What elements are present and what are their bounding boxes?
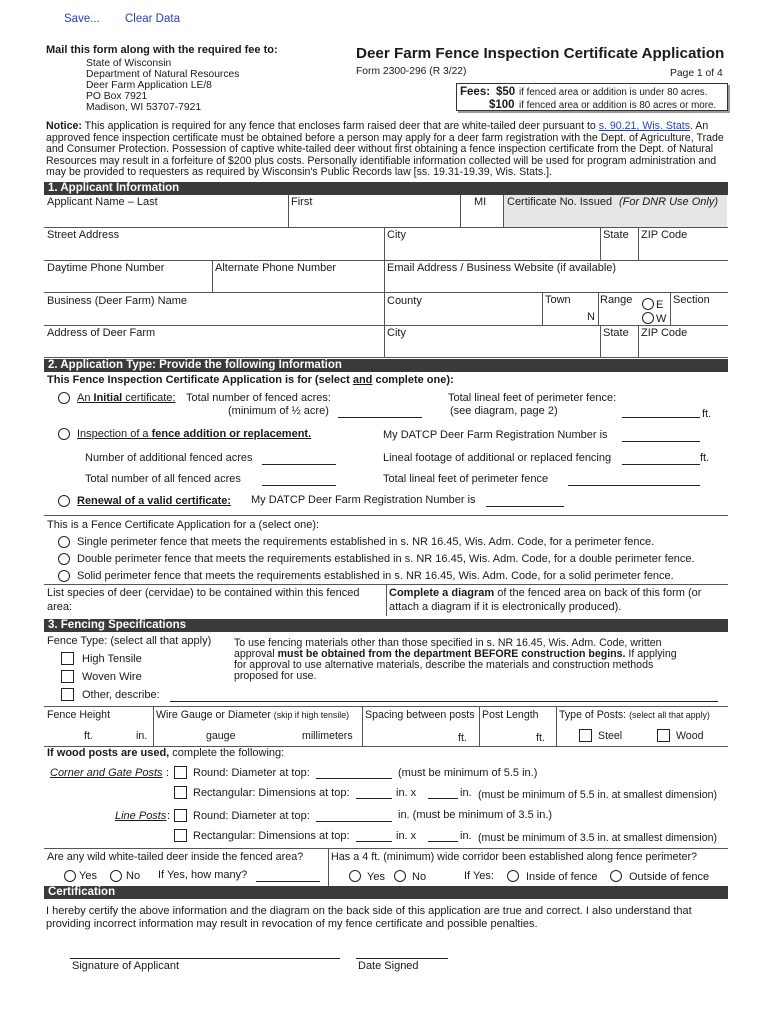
num-additional-acres-input[interactable] <box>262 464 336 465</box>
address-line: Deer Farm Application LE/8 <box>86 80 212 91</box>
how-many-label: If Yes, how many? <box>158 869 248 881</box>
fee-100: $100 <box>489 99 515 111</box>
signature-input[interactable] <box>70 958 340 959</box>
woven-wire-checkbox[interactable] <box>61 670 74 683</box>
single-fence-radio[interactable] <box>58 536 70 548</box>
mi-input[interactable] <box>461 208 502 226</box>
single-fence-label: Single perimeter fence that meets the requirements established in s. NR 16.45, Wis. Adm. Code, for a perimeter fence. <box>77 536 655 548</box>
fence-height-label: Fence Height <box>47 709 111 721</box>
email-input[interactable] <box>385 275 727 291</box>
corridor-no-radio[interactable] <box>394 870 406 882</box>
notice-text-2: . An approved fence inspection certificate must be obtained before a person may apply for a deer farm registration with the Dept. of Agriculture, Trade and Consumer Protection. Possession of captive white-tailed deer without first obtaining a fence inspection certificate from the Dept. of Natural Resources may result in a forfeiture of $200 plus costs. Personally identifiable information collected will be used for program administration and may be provided to requesters as required by Wisconsin's Public Records law [ss. 19.31-19.39, Wis. Stats.]. <box>46 120 724 178</box>
diagram-instruction-2: attach a diagram if it is electronically produced). <box>389 601 622 613</box>
form-title: Deer Farm Fence Inspection Certificate Application <box>356 45 725 62</box>
total-lineal-2-input[interactable] <box>568 485 700 486</box>
total-acres-label: Total number of fenced acres: <box>186 392 331 404</box>
section-1-header: 1. Applicant Information <box>44 182 728 195</box>
ft-unit: ft. <box>536 732 545 744</box>
all-acres-input[interactable] <box>262 485 336 486</box>
line-rect-input-1[interactable] <box>356 841 392 842</box>
line-round-checkbox[interactable] <box>174 809 187 822</box>
day-phone-label: Daytime Phone Number <box>47 262 165 274</box>
high-tensile-checkbox[interactable] <box>61 652 74 665</box>
solid-fence-label: Solid perimeter fence that meets the requirements established in s. NR 16.45, Wis. Adm. Code, for a solid perimeter fence. <box>77 570 674 582</box>
farm-zip-label: ZIP Code <box>641 327 688 339</box>
post-type-label: Type of Posts: (select all that apply) <box>559 709 710 721</box>
datcp-number-input[interactable] <box>622 441 700 442</box>
fence-type-intro: This is a Fence Certificate Application for a (select one): <box>47 519 320 531</box>
address-line: PO Box 7921 <box>86 91 148 102</box>
wire-gauge-label: Wire Gauge or Diameter (skip if high tensile) <box>156 709 350 721</box>
inside-fence-radio[interactable] <box>507 870 519 882</box>
alt-phone-input[interactable] <box>213 275 383 291</box>
notice-text-1: This application is required for any fence that encloses farm raised deer that are white-tailed deer pursuant to <box>81 120 599 132</box>
double-fence-radio[interactable] <box>58 553 70 565</box>
farm-state-label: State <box>603 327 629 339</box>
gauge-unit: gauge <box>206 730 236 742</box>
wood-posts-intro: If wood posts are used, complete the following: <box>47 747 285 759</box>
address-line: Department of Natural Resources <box>86 69 240 80</box>
range-east-radio[interactable] <box>642 298 654 310</box>
min-5-5-smallest-note: (must be minimum of 5.5 in. at smallest dimension) <box>478 789 718 801</box>
line-rect-checkbox[interactable] <box>174 829 187 842</box>
initial-cert-radio[interactable] <box>58 392 70 404</box>
initial-cert-label: An Initial certificate: <box>77 392 176 404</box>
section-label: Section <box>673 294 710 306</box>
mail-title: Mail this form along with the required fee to: <box>46 44 278 56</box>
last-name-input[interactable] <box>45 208 287 226</box>
steel-label: Steel <box>598 730 623 742</box>
corner-rect-input-2[interactable] <box>428 798 458 799</box>
range-west-radio[interactable] <box>642 312 654 324</box>
ft-unit: ft. <box>702 408 712 420</box>
certification-header: Certification <box>44 886 728 899</box>
min-3-5-smallest-note: (must be minimum of 3.5 in. at smallest dimension) <box>478 832 718 844</box>
line-posts-label: Line Posts <box>115 810 167 822</box>
city-label: City <box>387 229 406 241</box>
town-label: Town <box>545 294 571 306</box>
fees-label: Fees: <box>460 86 491 98</box>
east-label: E <box>656 299 664 311</box>
last-name-label: Applicant Name – Last <box>47 196 158 208</box>
line-round-label: Round: Diameter at top: <box>193 810 310 822</box>
ft-unit: ft. <box>84 730 93 742</box>
save-button[interactable]: Save... <box>64 13 100 25</box>
datcp-number-2-label: My DATCP Deer Farm Registration Number is <box>251 494 476 506</box>
spacing-label: Spacing between posts <box>365 709 475 721</box>
address-line: State of Wisconsin <box>86 58 172 69</box>
corner-round-checkbox[interactable] <box>174 766 187 779</box>
in-x-unit: in. x <box>396 787 417 799</box>
city-input[interactable] <box>385 242 599 259</box>
fee-100-text: if fenced area or addition is 80 acres or more. <box>519 100 717 111</box>
diagram-instruction: Complete a diagram of the fenced area on back of this form (or <box>389 587 702 599</box>
solid-fence-radio[interactable] <box>58 570 70 582</box>
no-label: No <box>412 871 427 883</box>
state-label: State <box>603 229 629 241</box>
notice-label: Notice: <box>46 120 82 132</box>
date-signed-input[interactable] <box>356 958 448 959</box>
dnr-use-only: (For DNR Use Only) <box>619 196 719 208</box>
total-lineal-label: Total lineal feet of perimeter fence: <box>448 392 617 404</box>
corner-rect-checkbox[interactable] <box>174 786 187 799</box>
all-acres-label: Total number of all fenced acres <box>85 473 241 485</box>
cert-no-label: Certificate No. Issued <box>507 196 613 208</box>
line-rect-input-2[interactable] <box>428 841 458 842</box>
fee-50: $50 <box>496 86 516 98</box>
addition-radio[interactable] <box>58 428 70 440</box>
zip-label: ZIP Code <box>641 229 688 241</box>
materials-note: To use fencing materials other than those specified in s. NR 16.45, Wis. Adm. Code, written <box>234 637 662 649</box>
fees-box <box>456 83 728 111</box>
num-additional-acres-label: Number of additional fenced acres <box>85 452 253 464</box>
form-number: Form 2300-296 (R 3/22) <box>356 66 467 77</box>
line-round-input[interactable] <box>316 821 392 822</box>
materials-note: approval must be obtained from the department BEFORE construction begins. If applying <box>234 648 677 660</box>
post-length-label: Post Length <box>482 709 539 721</box>
species-label-2: area: <box>47 601 73 613</box>
day-phone-input[interactable] <box>45 275 211 291</box>
other-label: Other, describe: <box>82 689 160 701</box>
min-5-5-note: (must be minimum of 5.5 in.) <box>398 767 538 779</box>
mm-unit: millimeters <box>302 730 353 742</box>
see-diagram-label: (see diagram, page 2) <box>450 405 558 417</box>
ft-unit: ft. <box>700 452 710 464</box>
farm-city-label: City <box>387 327 406 339</box>
corner-round-label: Round: Diameter at top: <box>193 767 310 779</box>
corner-posts-label: Corner and Gate Posts <box>50 767 163 779</box>
double-fence-label: Double perimeter fence that meets the requirements established in s. NR 16.45, Wis. Adm. Code, for a double perimeter fence. <box>77 553 695 565</box>
outside-fence-label: Outside of fence <box>629 871 710 883</box>
inside-fence-label: Inside of fence <box>526 871 598 883</box>
in-unit: in. <box>136 730 148 742</box>
corridor-question: Has a 4 ft. (minimum) wide corridor been established along fence perimeter? <box>331 851 698 863</box>
yes-label: Yes <box>367 871 385 883</box>
clear-data-button[interactable]: Clear Data <box>125 13 180 25</box>
notice-paragraph <box>46 121 730 179</box>
corridor-yes-radio[interactable] <box>349 870 361 882</box>
street-label: Street Address <box>47 229 120 241</box>
other-describe-input[interactable] <box>170 701 718 702</box>
wood-label: Wood <box>676 730 704 742</box>
no-label: No <box>126 870 141 882</box>
if-yes-label: If Yes: <box>464 870 494 882</box>
first-name-input[interactable] <box>289 208 459 226</box>
species-label: List species of deer (cervidae) to be contained within this fenced <box>47 587 360 599</box>
min-half-acre-label: (minimum of ½ acre) <box>228 405 329 417</box>
page-number: Page 1 of 4 <box>670 68 723 79</box>
certification-text: I hereby certify the above information and the diagram on the back side of this application are true and correct. I also understand that providing incorrect information may result in revocation of my fence certificate and possible penalties. <box>46 905 692 930</box>
total-lineal-input[interactable] <box>622 417 700 418</box>
alt-phone-label: Alternate Phone Number <box>215 262 337 274</box>
range-label: Range <box>600 294 633 306</box>
first-name-label: First <box>291 196 313 208</box>
ft-unit: ft. <box>458 732 467 744</box>
other-checkbox[interactable] <box>61 688 74 701</box>
addition-label: Inspection of a fence addition or replacement. <box>77 428 312 440</box>
outside-fence-radio[interactable] <box>610 870 622 882</box>
address-line: Madison, WI 53707-7921 <box>86 102 202 113</box>
lineal-additional-label: Lineal footage of additional or replaced fencing <box>383 452 612 464</box>
lineal-additional-input[interactable] <box>622 464 700 465</box>
in-unit: in. <box>460 787 472 799</box>
renewal-label: Renewal of a valid certificate: <box>77 495 232 507</box>
section-3-header: 3. Fencing Specifications <box>44 619 728 632</box>
wild-deer-no-radio[interactable] <box>110 870 122 882</box>
renewal-radio[interactable] <box>58 495 70 507</box>
fee-50-text: if fenced area or addition is under 80 acres. <box>519 87 708 98</box>
date-signed-label: Date Signed <box>358 960 419 972</box>
total-acres-input[interactable] <box>338 417 422 418</box>
datcp-number-label: My DATCP Deer Farm Registration Number is <box>383 429 608 441</box>
datcp-number-2-input[interactable] <box>486 506 564 507</box>
statute-link[interactable]: s. 90.21, Wis. Stats <box>598 120 690 132</box>
farm-address-label: Address of Deer Farm <box>47 327 156 339</box>
wood-checkbox[interactable] <box>657 729 670 742</box>
total-lineal-2-label: Total lineal feet of perimeter fence <box>383 473 549 485</box>
wild-deer-question: Are any wild white-tailed deer inside the fenced area? <box>47 851 304 863</box>
north-label: N <box>587 311 595 323</box>
wild-deer-yes-radio[interactable] <box>64 870 76 882</box>
steel-checkbox[interactable] <box>579 729 592 742</box>
materials-note: proposed for use. <box>234 670 317 682</box>
west-label: W <box>656 313 667 325</box>
street-input[interactable] <box>45 242 383 259</box>
woven-wire-label: Woven Wire <box>82 671 142 683</box>
mi-label: MI <box>474 196 487 208</box>
app-type-intro: This Fence Inspection Certificate Application is for (select and complete one): <box>47 374 454 386</box>
yes-label: Yes <box>79 870 97 882</box>
in-unit: in. <box>460 830 472 842</box>
corner-rect-label: Rectangular: Dimensions at top: <box>193 787 350 799</box>
email-label: Email Address / Business Website (if available) <box>387 262 617 274</box>
materials-note: for approval to use alternative materials, describe the materials and construction methods <box>234 659 654 671</box>
in-x-unit: in. x <box>396 830 417 842</box>
min-3-5-note: in. (must be minimum of 3.5 in.) <box>398 809 553 821</box>
section-2-header: 2. Application Type: Provide the following Information <box>44 359 728 372</box>
species-input[interactable] <box>76 600 384 615</box>
line-rect-label: Rectangular: Dimensions at top: <box>193 830 350 842</box>
signature-label: Signature of Applicant <box>72 960 180 972</box>
high-tensile-label: High Tensile <box>82 653 142 665</box>
business-name-label: Business (Deer Farm) Name <box>47 295 187 307</box>
county-label: County <box>387 295 422 307</box>
corner-rect-input-1[interactable] <box>356 798 392 799</box>
corner-round-input[interactable] <box>316 778 392 779</box>
fence-type-label: Fence Type: (select all that apply) <box>47 635 212 647</box>
how-many-input[interactable] <box>256 881 320 882</box>
